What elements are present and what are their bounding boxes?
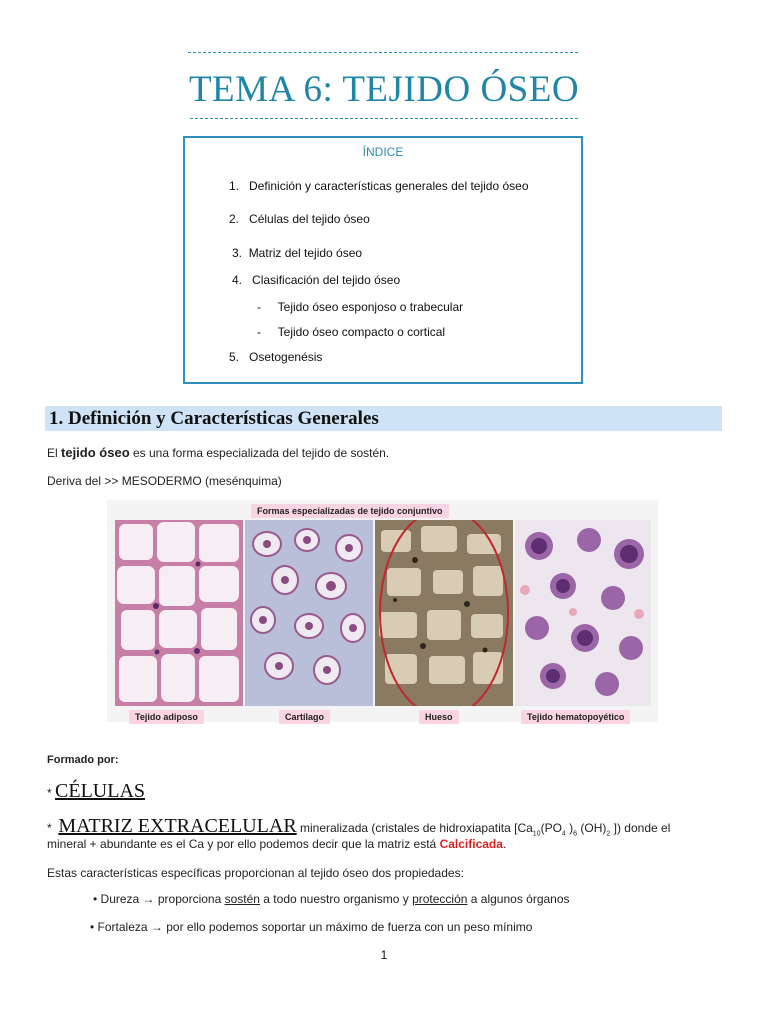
figure-label-bone: Hueso [419,710,459,724]
title-bottom-rule [190,118,578,119]
bone-image [375,520,513,706]
matrix-heading: MATRIZ EXTRACELULAR [58,815,297,837]
index-item-2: 2. Células del tejido óseo [229,212,370,226]
properties-line: Estas características específicas proporcionan al tejido óseo dos propiedades: [47,866,464,880]
definition-paragraph: El tejido óseo es una forma especializada del tejido de sostén. [47,445,390,460]
bone-panel [375,520,513,706]
hematopoietic-image [515,520,651,706]
title-top-rule [188,52,578,53]
index-subitem-1: - Tejido óseo esponjoso o trabecular [257,300,464,314]
cartilage-panel [245,520,373,706]
figure-label-adipose: Tejido adiposo [129,710,204,724]
index-item-4: 4. Clasificación del tejido óseo [232,273,401,287]
strength-line: • Fortaleza → por ello podemos soportar un máximo de fuerza con un peso mínimo [90,920,533,934]
cells-line: * CÉLULAS [47,780,146,802]
index-item-3: 3. Matriz del tejido óseo [232,246,363,260]
index-item-5: 5. Osetogenésis [229,350,323,364]
adipose-panel [115,520,243,706]
page-title: TEMA 6: TEJIDO ÓSEO [188,69,580,110]
hardness-line: • Dureza → proporciona sostén a todo nuestro organismo y protección a algunos órganos [93,892,570,906]
section-header [45,406,722,431]
formed-by-label: Formado por: [47,754,119,766]
adipose-image [115,520,243,706]
cells-heading: CÉLULAS [55,780,146,802]
matrix-line: * MATRIZ EXTRACELULAR mineralizada (cristales de hidroxiapatita [$Ca_{10}(PO_4$ )$_6$ $(OH)_2$ ]) donde el [47,815,671,838]
tejido-oseo-term: tejido óseo [61,445,130,460]
cartilage-image [245,520,373,706]
origin-paragraph: Deriva del >> MESODERMO (mesénquima) [47,474,282,488]
figure-banner: Formas especializadas de tejido conjuntivo [251,504,449,518]
figure-label-cartilage: Cartílago [279,710,330,724]
index-item-1: 1. Definición y características generales del tejido óseo [229,179,529,193]
index-box [183,136,583,384]
mineral-line: mineral + abundante es el Ca y por ello podemos decir que la matriz está Calcificada. [47,837,507,851]
hematopoietic-panel [515,520,651,706]
figure-label-hematopoietic: Tejido hematopoyético [521,710,630,724]
section-title: 1. Definición y Características Generales [49,408,379,429]
index-heading: ÍNDICE [362,145,404,159]
page-number: 1 [380,948,388,962]
calcified-term: Calcificada [439,837,503,851]
index-subitem-2: - Tejido óseo compacto o cortical [257,325,446,339]
tissue-figure [107,500,658,722]
